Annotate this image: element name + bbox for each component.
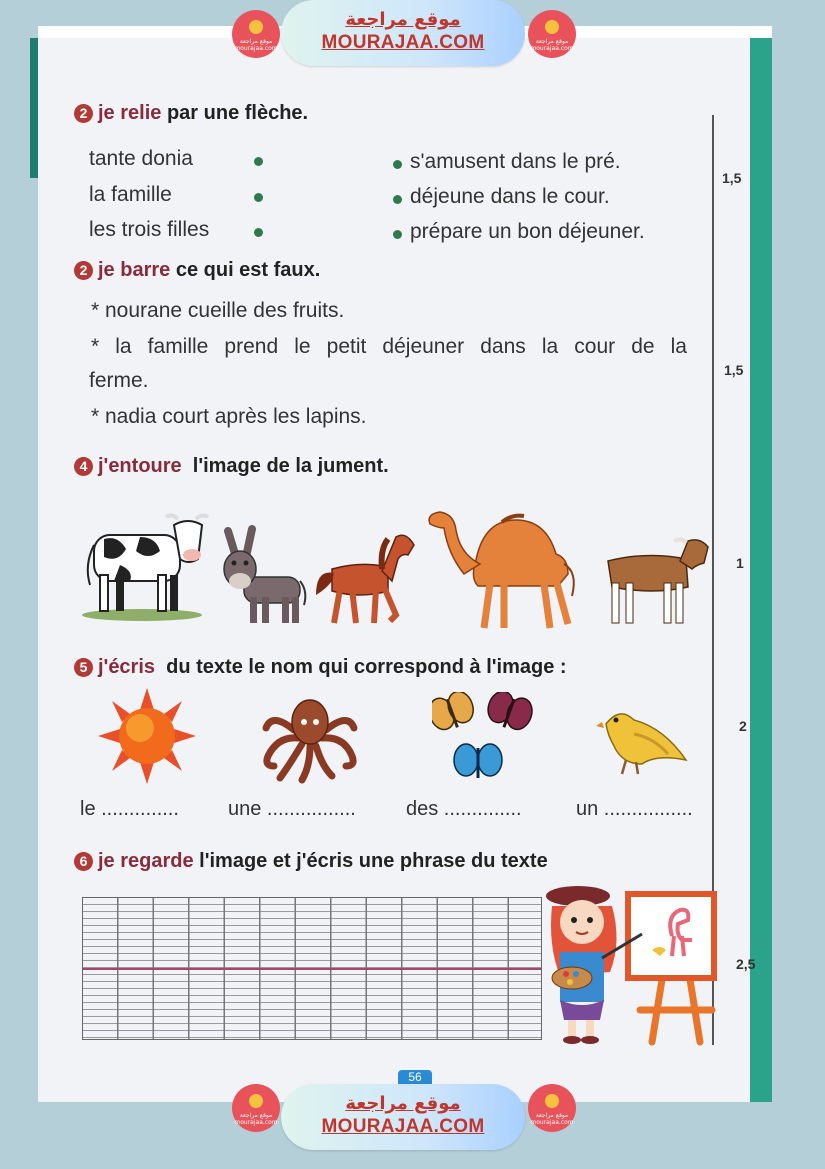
- banner-site: MOURAJAA.COM: [321, 1116, 485, 1137]
- exercise5-instruction: l'image et j'écris une phrase du texte: [199, 850, 548, 872]
- exercise2-number: 2: [74, 261, 93, 280]
- exercise4-instruction: du texte le nom qui correspond à l'image :: [166, 656, 567, 678]
- logo-text: موقع مراجعة mourajaa.com: [530, 1112, 574, 1126]
- exercise3-instruction: l'image de la jument.: [192, 455, 389, 477]
- banner-arabic: موقع مراجعة: [345, 1093, 461, 1114]
- statement-2-cont[interactable]: ferme.: [89, 369, 149, 392]
- logo-right-top: [528, 10, 576, 58]
- blank-octopus[interactable]: une ................: [228, 798, 356, 820]
- exercise3-number: 4: [74, 457, 93, 476]
- logo-right-bottom: [528, 1084, 576, 1132]
- site-banner-bottom[interactable]: [281, 1084, 525, 1150]
- writing-midline: [83, 968, 541, 970]
- match-dot-left-1[interactable]: [254, 157, 263, 166]
- banner-arabic: موقع مراجعة: [345, 9, 461, 30]
- exercise2-instruction: ce qui est faux.: [175, 259, 321, 281]
- blank-butterflies[interactable]: des ..............: [406, 798, 522, 820]
- horse-image[interactable]: [312, 525, 418, 629]
- statement-3[interactable]: * nadia court après les lapins.: [91, 405, 367, 428]
- exercise4-number: 5: [74, 658, 93, 677]
- camel-image[interactable]: [426, 508, 582, 632]
- exercise2-score: 1,5: [724, 362, 744, 378]
- logo-mark-icon: [545, 20, 559, 34]
- exercise4-score: 2: [739, 718, 747, 734]
- sun-image: [98, 688, 196, 784]
- butterflies-image: [432, 692, 536, 792]
- logo-left-bottom: [232, 1084, 280, 1132]
- match-right-3: prépare un bon déjeuner.: [410, 220, 645, 243]
- match-left-3: les trois filles: [89, 218, 210, 241]
- logo-text: موقع مراجعة mourajaa.com: [530, 38, 574, 52]
- exercise5-score: 2,5: [736, 956, 756, 972]
- site-banner-top[interactable]: [281, 0, 525, 66]
- exercise5-verb: je regarde: [98, 850, 194, 872]
- logo-mark-icon: [545, 1094, 559, 1108]
- exercise1-verb: je relie: [98, 102, 162, 124]
- exercise2-heading: [74, 259, 320, 282]
- exercise1-instruction: par une flèche.: [166, 102, 309, 124]
- exercise5-number: 6: [74, 852, 93, 871]
- exercise1-heading: [74, 102, 308, 125]
- match-dot-right-2[interactable]: [393, 195, 402, 204]
- statement-2[interactable]: * la famille prend le petit déjeuner dans la cour de la: [91, 335, 687, 358]
- exercise1-score: 1,5: [722, 170, 742, 186]
- blank-sun[interactable]: le ..............: [80, 798, 179, 820]
- match-right-1: s'amusent dans le pré.: [410, 150, 621, 173]
- page-number: 56: [398, 1070, 432, 1088]
- goat-image[interactable]: [600, 535, 712, 631]
- exercise3-heading: [74, 455, 389, 478]
- exercise5-heading: [74, 850, 548, 873]
- exercise1-number: 2: [74, 104, 93, 123]
- match-left-2: la famille: [89, 183, 172, 206]
- exercise4-verb: j'écris: [98, 656, 156, 678]
- logo-text: موقع مراجعة mourajaa.com: [234, 1112, 278, 1126]
- logo-left-top: [232, 10, 280, 58]
- cow-image[interactable]: [80, 505, 210, 623]
- donkey-image[interactable]: [218, 525, 310, 629]
- exercise3-verb: j'entoure: [98, 455, 182, 477]
- octopus-image: [260, 694, 360, 784]
- banner-site: MOURAJAA.COM: [321, 32, 485, 53]
- logo-text: موقع مراجعة mourajaa.com: [234, 38, 278, 52]
- match-dot-left-3[interactable]: [254, 228, 263, 237]
- match-dot-left-2[interactable]: [254, 193, 263, 202]
- match-left-1: tante donia: [89, 147, 193, 170]
- girl-painting-image: [542, 866, 722, 1046]
- logo-mark-icon: [249, 20, 263, 34]
- exercise4-heading: [74, 656, 567, 679]
- match-right-2: déjeune dans le cour.: [410, 185, 610, 208]
- bird-image: [596, 704, 698, 780]
- exercise2-verb: je barre: [98, 259, 171, 281]
- logo-mark-icon: [249, 1094, 263, 1108]
- match-dot-right-1[interactable]: [393, 160, 402, 169]
- writing-grid[interactable]: [82, 897, 542, 1040]
- statement-1[interactable]: * nourane cueille des fruits.: [91, 299, 345, 322]
- blank-bird[interactable]: un ................: [576, 798, 693, 820]
- match-dot-right-3[interactable]: [393, 230, 402, 239]
- exercise3-score: 1: [736, 555, 744, 571]
